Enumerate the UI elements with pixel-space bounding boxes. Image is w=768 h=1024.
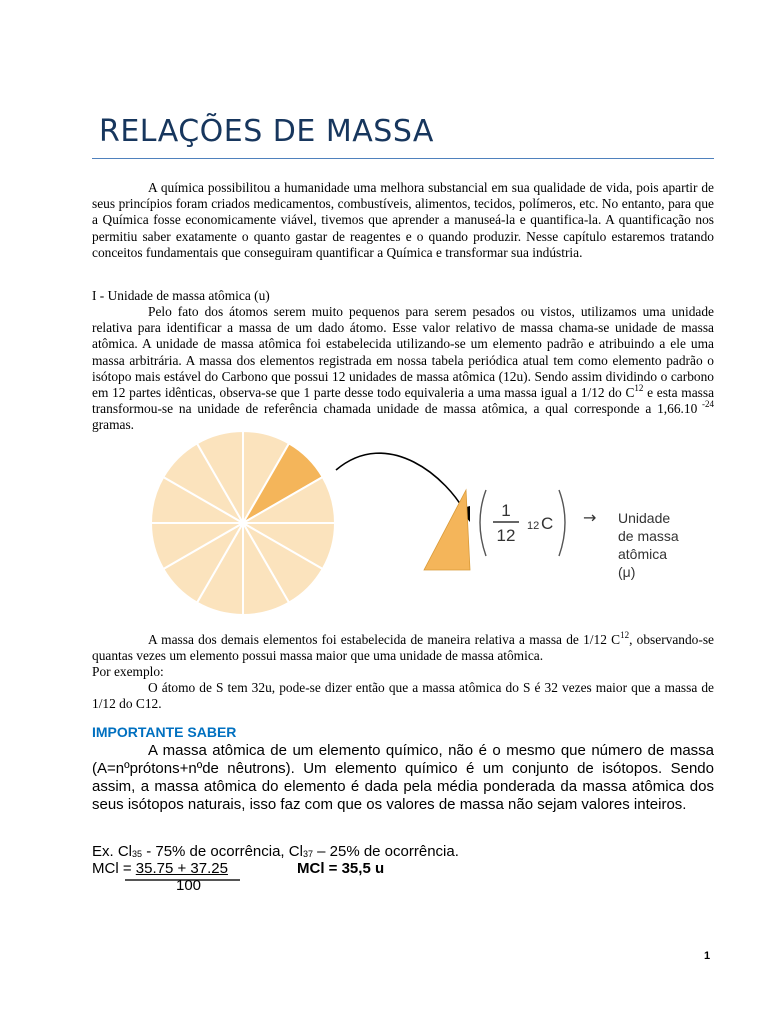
page-title: RELAÇÕES DE MASSA <box>99 114 434 149</box>
formula-result: MCl = 35,5 u <box>297 860 385 877</box>
relative-mass-text-b: , observando-se quantas vezes um elemento possui massa maior que uma unidade de massa atômica. <box>92 632 714 664</box>
curved-arrow <box>336 453 466 514</box>
superscript-12b: 12 <box>620 630 630 640</box>
formula-numerator: 35.75 + 37.25 <box>135 860 228 877</box>
example-text: O átomo de S tem 32u, pode-se dizer então que a massa atômica do S é 32 vezes maior que a massa de 1/12 do C12. <box>92 680 714 712</box>
separated-slice <box>424 490 470 570</box>
formula-line <box>92 860 228 877</box>
section-heading: I - Unidade de massa atômica (u) <box>92 288 270 303</box>
section-paragraph <box>92 304 714 434</box>
example-line-c: – 25% de ocorrência. <box>312 843 459 860</box>
isotope-35: 35 <box>132 849 143 859</box>
element-subscript: 12 <box>527 520 540 532</box>
superscript-exponent: -24 <box>697 399 714 410</box>
superscript-12: 12 <box>634 383 644 394</box>
atomic-mass-unit-figure <box>148 428 718 620</box>
right-arrow: → <box>583 508 597 527</box>
fraction-denominator: 12 <box>496 526 516 545</box>
example-label: Por exemplo: <box>92 664 164 679</box>
caption-line-1: Unidade <box>618 510 671 526</box>
title-divider <box>92 158 714 159</box>
important-paragraph: A massa atômica de um elemento químico, não é o mesmo que número de massa (A=nºprótons+nºde nêutrons). Um elemento químico é um conjunto de isótopos. Sendo assim, a massa atômica do elemento é dada pela média ponderada da massa atômica dos seus isótopos naturais, isso faz com que os valores de massa não sejam valores inteiros. <box>92 742 714 813</box>
important-heading: IMPORTANTE SABER <box>92 724 237 740</box>
right-paren <box>559 490 565 556</box>
section-text-a: Pelo fato dos átomos serem muito pequenos para serem pesados ou vistos, utilizamos uma unidade relativa para identificar a massa de um dado átomo. Esse valor relativo de massa chama-se unidade de massa atômica. A unidade de massa atômica foi estabelecida utilizando-se um elemento padrão e atribuindo a ele uma massa arbitrária. A massa dos elementos registrada em nossa tabela periódica atual tem como elemento padrão o isótopo mais estável do Carbono que possui 12 unidades de massa atômica (12u). Sendo assim dividindo o carbono em 12 partes idênticas, observa-se que 1 parte desse todo equivaleria a uma massa igual a 1/12 do C <box>92 304 714 401</box>
caption-line-4: (μ) <box>618 564 636 580</box>
example-line-b: - 75% de ocorrência, Cl <box>142 843 303 860</box>
caption-line-2: de massa <box>618 528 679 544</box>
page-number: 1 <box>704 950 711 962</box>
section-text-b: e esta massa transformou-se na unidade de referência chamada unidade de massa atômica, a qual corresponde a 1,66.10 <box>92 385 715 417</box>
intro-paragraph: A química possibilitou a humanidade uma melhora substancial em sua qualidade de vida, pois apartir de seus princípios foram criados medicamentos, combustíveis, alimentos, tecidos, polímeros, etc. No entanto, para que a Química fosse economicamente viável, tivemos que aprender a manuseá-la e quantifica-la. A quantificação nos permitiu saber exatamente o quanto gastar de reagentes e o quando produzir. Nesse capítulo estaremos tratando conceitos fundamentais que conseguiram quantificar a Química e transformar sua indústria. <box>92 180 714 260</box>
formula-lhs: MCl = <box>92 860 136 877</box>
relative-mass-text-a: A massa dos demais elementos foi estabelecida de maneira relativa a massa de 1/12 C <box>148 632 621 647</box>
relative-mass-paragraph <box>92 632 714 664</box>
section-text-c: gramas. <box>92 417 135 433</box>
formula-denominator: 100 <box>176 877 202 894</box>
isotope-37: 37 <box>302 849 313 859</box>
example-line-a: Ex. Cl <box>92 843 133 860</box>
element-symbol: C <box>541 514 554 533</box>
left-paren <box>480 490 486 556</box>
fraction-numerator: 1 <box>501 501 511 520</box>
caption-line-3: atômica <box>618 546 668 562</box>
example-line <box>92 843 459 860</box>
carbon-pie-chart <box>151 431 335 615</box>
